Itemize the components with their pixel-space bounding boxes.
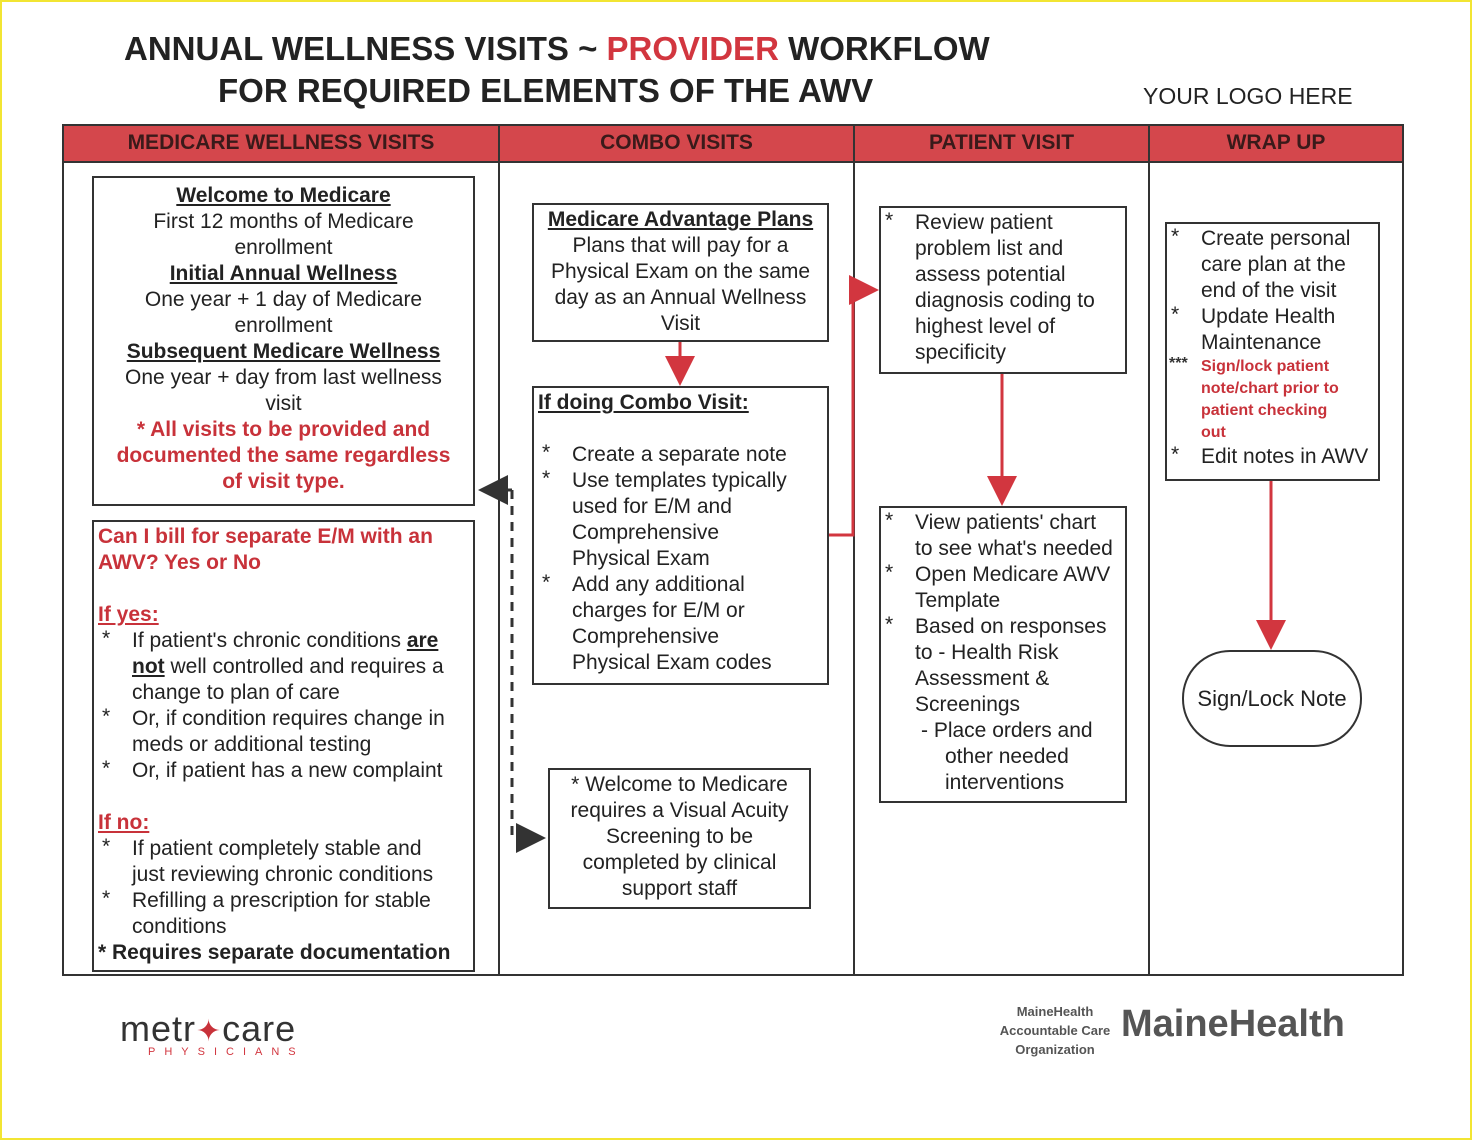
bullet-cont: used for E/M and: [572, 495, 732, 518]
question-line: AWV? Yes or No: [98, 551, 261, 574]
bullet-cont: Comprehensive: [572, 625, 720, 648]
page-title: ANNUAL WELLNESS VISITS ~ PROVIDER WORKFLOW: [124, 30, 990, 67]
bullet-cont: diagnosis coding to: [915, 289, 1095, 312]
metrocare-logo: metr✦care: [120, 1008, 297, 1049]
documentation-note: * Requires separate documentation: [98, 941, 451, 964]
dashed-arrow-to-acuity: [512, 490, 540, 838]
text-line: requires a Visual Acuity: [570, 799, 789, 822]
sign-lock-warning: *** Sign/lock patient note/chart prior to patient checking out: [1169, 355, 1339, 441]
bullet-item: * Create personal: [1171, 225, 1351, 250]
bullet-item: * Or, if patient has a new complaint: [102, 757, 443, 782]
bullet-item: * Edit notes in AWV: [1171, 443, 1369, 468]
question-line: Can I bill for separate E/M with an: [98, 525, 433, 548]
bullet-cont: charges for E/M or: [572, 599, 745, 622]
if-yes-heading: If yes:: [98, 603, 159, 626]
metrocare-subtitle: PHYSICIANS: [148, 1046, 305, 1058]
bullet-cont: Template: [915, 589, 1001, 612]
note-line: documented the same regardless: [116, 444, 451, 467]
bullet-item: * Open Medicare AWV: [885, 561, 1111, 586]
arrow-combo-to-review: [829, 290, 873, 535]
text-line: Plans that will pay for a: [572, 234, 789, 257]
bullet-cont: Physical Exam: [572, 547, 710, 570]
bullet-cont: Comprehensive: [572, 521, 720, 544]
bullet-item: * If patient completely stable and: [102, 835, 422, 860]
bullet-item: * Refilling a prescription for stable: [102, 887, 431, 912]
logo-placeholder: YOUR LOGO HERE: [1143, 83, 1353, 109]
welcome-heading: Welcome to Medicare: [176, 184, 391, 207]
bullet-cont: to - Health Risk: [915, 641, 1059, 664]
bullet-cont: Maintenance: [1201, 331, 1322, 354]
bullet-cont: change to plan of care: [132, 681, 340, 704]
subsequent-heading: Subsequent Medicare Wellness: [126, 340, 441, 363]
bullet-cont: problem list and: [915, 237, 1064, 260]
text-line: day as an Annual Wellness: [554, 286, 807, 309]
text-line: support staff: [621, 877, 738, 900]
if-no-heading: If no:: [98, 811, 150, 834]
text-line: visit: [265, 392, 302, 415]
text-line: enrollment: [234, 314, 333, 337]
text-line: Physical Exam on the same: [550, 260, 811, 283]
bullet-cont: highest level of: [915, 315, 1056, 338]
sign-lock-note-node: Sign/Lock Note: [1182, 650, 1362, 747]
bullet-item: * If patient's chronic conditions are: [102, 627, 439, 652]
advantage-plans-heading: Medicare Advantage Plans: [547, 208, 814, 231]
bullet-item: * Based on responses: [885, 613, 1107, 638]
text-line: One year + day from last wellness: [125, 366, 442, 389]
page-subtitle: FOR REQUIRED ELEMENTS OF THE AWV: [218, 72, 874, 109]
bullet-item: * Review patient: [885, 209, 1053, 234]
sub-item: interventions: [945, 771, 1065, 794]
bullet-cont: to see what's needed: [915, 537, 1113, 560]
bullet-cont: Screenings: [915, 693, 1021, 716]
bullet-item: * Or, if condition requires change in: [102, 705, 445, 730]
bullet-cont: Assessment &: [915, 667, 1050, 690]
bullet-item: * View patients' chart: [885, 509, 1097, 534]
combo-visit-heading: If doing Combo Visit:: [538, 391, 749, 414]
bullet-cont: end of the visit: [1201, 279, 1337, 302]
note-line: of visit type.: [222, 470, 345, 493]
bullet-cont: specificity: [915, 341, 1007, 364]
sub-item: other needed: [945, 745, 1069, 768]
initial-annual-heading: Initial Annual Wellness: [169, 262, 398, 285]
mainehealth-aco-logo: MaineHealth Accountable Care Organization: [999, 1004, 1111, 1057]
column-header-wrap-up: WRAP UP: [1226, 131, 1326, 154]
bullet-item: * Update Health: [1171, 303, 1336, 328]
bullet-item: * Use templates typically: [542, 467, 787, 492]
note-line: * All visits to be provided and: [136, 418, 431, 441]
text-line: enrollment: [234, 236, 333, 259]
bullet-item: * Add any additional: [542, 571, 745, 596]
column-header-patient-visit: PATIENT VISIT: [928, 131, 1075, 154]
bullet-cont: conditions: [132, 915, 227, 938]
bullet-item: * Create a separate note: [542, 441, 787, 466]
bullet-cont: care plan at the: [1201, 253, 1346, 276]
compass-icon: ✦: [196, 1015, 223, 1048]
text-line: One year + 1 day of Medicare: [144, 288, 423, 311]
mainehealth-logo: MaineHealth: [1121, 1003, 1345, 1045]
sub-item: - Place orders and: [921, 719, 1093, 742]
text-line: * Welcome to Medicare: [571, 773, 788, 796]
bullet-cont: meds or additional testing: [132, 733, 372, 756]
column-header-medicare-wellness: MEDICARE WELLNESS VISITS: [127, 131, 435, 154]
column-header-combo-visits: COMBO VISITS: [600, 131, 753, 154]
bullet-cont: Physical Exam codes: [572, 651, 772, 674]
bullet-cont: not well controlled and requires a: [132, 655, 444, 678]
text-line: First 12 months of Medicare: [153, 210, 414, 233]
text-line: Screening to be: [605, 825, 754, 848]
text-line: Visit: [660, 312, 701, 335]
bullet-cont: just reviewing chronic conditions: [132, 863, 434, 886]
bullet-cont: assess potential: [915, 263, 1066, 286]
text-line: completed by clinical: [582, 851, 777, 874]
